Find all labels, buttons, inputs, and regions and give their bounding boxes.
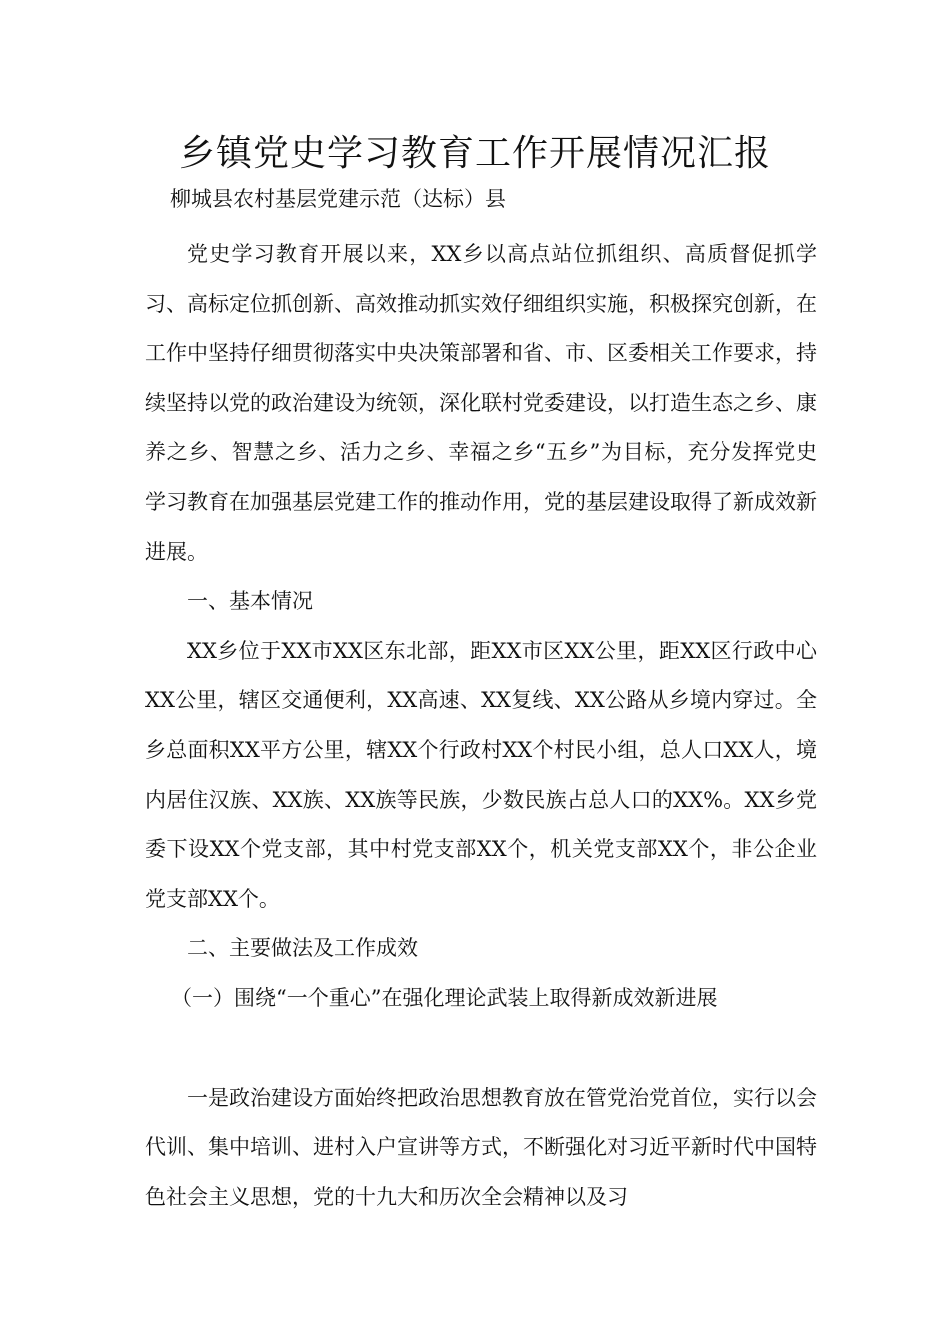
subsection-heading-one: （一）围绕“一个重心”在强化理论武装上取得新成效新进展 xyxy=(171,985,718,1010)
basic-situation-paragraph: XX乡位于XX市XX区东北部，距XX市区XX公里，距XX区行政中心XX公里，辖区交通便利，XX高速、XX复线、XX公路从乡境内穿过。全乡总面积XX平方公里，辖XX个行政村XX个村民小组，总人口XX人，境内居住汉族、XX族、XX族等民族，少数民族占总人口的XX%。XX乡党委下设XX个党支部，其中村党支部XX个，机关党支部XX个，非公企业党支部XX个。 xyxy=(145,638,817,911)
political-construction-paragraph: 一是政治建设方面始终把政治思想教育放在管党治党首位，实行以会代训、集中培训、进村入户宣讲等方式，不断强化对习近平新时代中国特色社会主义思想，党的十九大和历次全会精神以及习 xyxy=(145,1085,817,1209)
section-heading-basic-situation: 一、基本情况 xyxy=(187,589,313,614)
document-title: 乡镇党史学习教育工作开展情况汇报 xyxy=(178,133,771,174)
intro-paragraph: 党史学习教育开展以来，XX乡以高点站位抓组织、高质督促抓学习、高标定位抓创新、高效推动抓实效仔细组织实施，积极探究创新，在工作中坚持仔细贯彻落实中央决策部署和省、市、区委相关工作要求，持续坚持以党的政治建设为统领，深化联村党委建设，以打造生态之乡、康养之乡、智慧之乡、活力之乡、幸福之乡“五乡”为目标，充分发挥党史学习教育在加强基层党建工作的推动作用，党的基层建设取得了新成效新进展。 xyxy=(145,242,817,564)
section-heading-main-practices: 二、主要做法及工作成效 xyxy=(187,936,418,961)
document-subtitle: 柳城县农村基层党建示范（达标）县 xyxy=(170,187,506,211)
blank-spacer xyxy=(145,1024,817,1074)
document-body xyxy=(145,230,817,1222)
